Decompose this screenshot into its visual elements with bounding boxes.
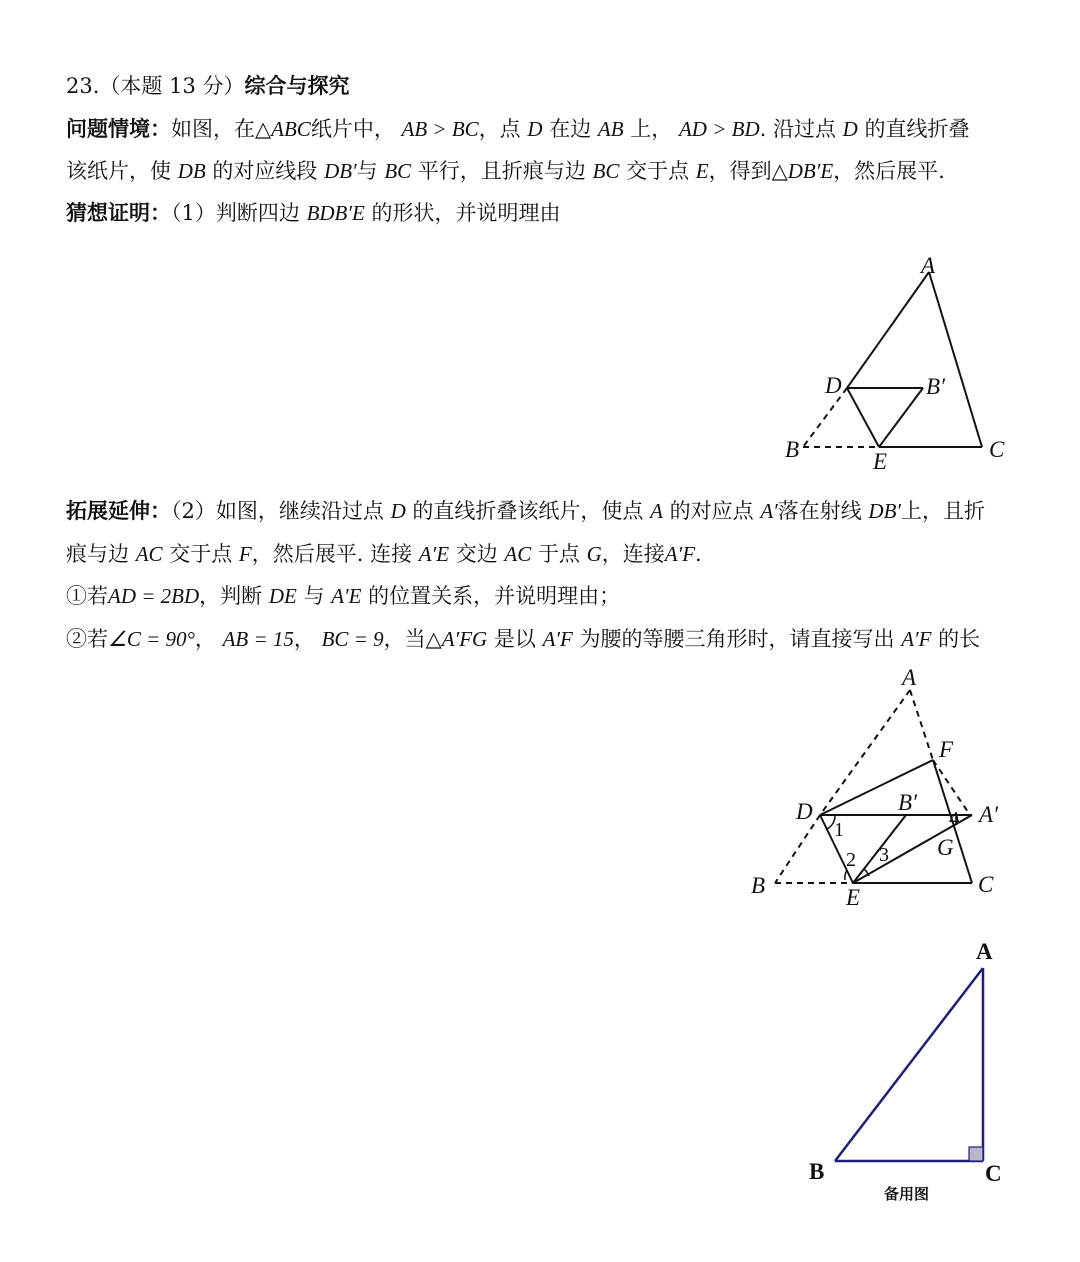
label-E: E [846,885,861,910]
label-B: B [785,437,800,462]
problem-number: 23. [66,74,100,98]
text: 落在射线 [777,499,862,523]
text: 在边 [549,117,592,141]
label-Aprime: A′ [979,802,999,827]
text: ， [194,627,216,651]
text: 的长 [938,627,981,651]
text: 交于点 [169,542,233,566]
label-F: F [939,737,954,762]
label-A: A [902,665,917,690]
label-angle-3: 3 [879,844,889,866]
text: . [695,542,702,566]
label-C: C [989,437,1005,462]
text: ①若 [66,584,108,608]
text: （1）判断四边 [171,201,300,225]
math: AB [597,117,624,141]
math: A′FG [441,627,488,651]
math: AC [135,542,163,566]
label-G: G [937,835,954,860]
math: ∠C = 90° [108,627,195,651]
label-B: B [751,873,766,898]
text: 的直线折叠该纸片，使点 [412,499,644,523]
label-A: A [976,939,993,964]
text: 如图，在△ [171,117,272,141]
text: ， [293,627,315,651]
text: 平行，且折痕与边 [417,159,586,183]
math: AB = 15 [222,627,294,651]
figure-caption: 备用图 [884,1185,930,1203]
math: A′E [331,584,362,608]
label-D: D [796,799,813,824]
math: BC = 9 [321,627,384,651]
math: G [586,542,602,566]
text: 上， [630,117,673,141]
math: D [390,499,406,523]
text: 的对应线段 [212,159,318,183]
math: AD = 2BD [108,584,200,608]
text: ，当△ [383,627,442,651]
label-Bprime: B′ [898,790,918,815]
problem-topic: 综合与探究 [244,73,350,98]
text: ，得到△ [708,159,788,183]
label-A: A [921,253,936,278]
math: AB > BC [401,117,479,141]
math: F [238,542,252,566]
text: . 沿过点 [759,117,836,141]
math: BC [384,159,412,183]
text: 痕与边 [66,542,129,566]
text: ，然后展平. [833,159,945,183]
math: D [842,117,858,141]
text: 交边 [455,542,498,566]
text: 交于点 [626,159,690,183]
text: 于点 [537,542,580,566]
math: A [650,499,663,523]
label-C: C [978,872,994,897]
text: 的直线折叠 [864,117,970,141]
math: A′F [542,627,573,651]
label-Bprime: B′ [926,374,946,399]
text: 是以 [493,627,536,651]
math: A′F [664,542,696,566]
label-E: E [873,449,888,474]
label-B: B [809,1159,825,1184]
math: A′F [901,627,932,651]
text: 的对应点 [669,499,754,523]
text: 上，且折 [901,499,986,523]
math: DB′ [324,159,357,183]
text: 与 [356,159,378,183]
label-C: C [985,1161,1002,1186]
extension-label: 拓展延伸： [66,498,171,523]
text: 的形状，并说明理由 [371,201,561,225]
math: DB′ [868,499,902,523]
math: DB′E [787,159,834,183]
math: E [695,159,709,183]
text: 的位置关系，并说明理由； [368,584,621,608]
math: ABC [271,117,311,141]
math: BDB′E [306,201,365,225]
right-angle-marker [969,1147,983,1161]
text: ，连接 [601,542,665,566]
text: 纸片中， [310,117,395,141]
text: ，点 [478,117,521,141]
math: A′ [760,499,778,523]
math: DB [177,159,206,183]
text: ，然后展平. 连接 [251,542,413,566]
math: AC [504,542,532,566]
segment-AB [835,968,983,1161]
situation-label: 问题情境： [66,116,171,141]
math: AD > BD [678,117,760,141]
math: A′E [418,542,450,566]
label-angle-1: 1 [834,819,844,841]
math: BC [592,159,620,183]
text: ，判断 [199,584,263,608]
label-D: D [825,373,842,398]
text: 与 [303,584,325,608]
problem-points: （本题 13 分） [99,74,245,98]
math: D [527,117,543,141]
text: （2）如图，继续沿过点 [171,499,384,523]
label-angle-2: 2 [846,849,856,871]
text: 该纸片，使 [66,159,171,183]
conjecture-label: 猜想证明： [66,200,171,225]
math: DE [268,584,297,608]
text: ②若 [66,627,108,651]
text: 为腰的等腰三角形时，请直接写出 [579,627,895,651]
label-angle-4: 4 [949,808,959,830]
